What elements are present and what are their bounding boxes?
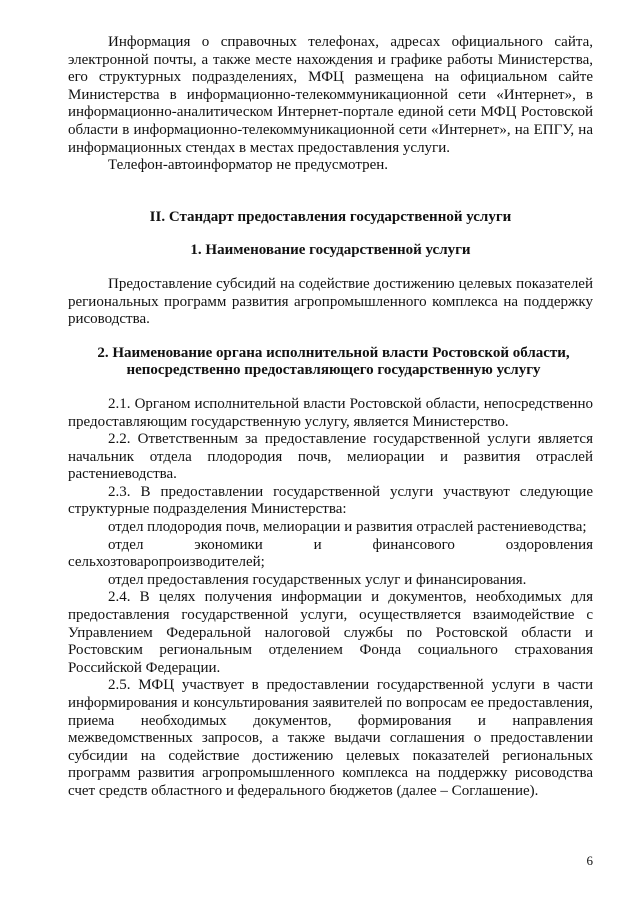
subsection-1-title: 1. Наименование государственной услуги (190, 242, 471, 259)
intro-note: Телефон-автоинформатор не предусмотрен. (108, 157, 389, 174)
list-item-department-1: отдел плодородия почв, мелиорации и развития отраслей растениеводства; (108, 519, 587, 536)
paragraph-2-3: 2.3. В предоставлении государственной услуги участвуют следующие структурные подразделения Министерства: (68, 483, 593, 518)
subsection-2-title: 2. Наименование органа исполнительной власти Ростовской области, непосредственно предоставляющего государственную услугу (97, 344, 570, 379)
page-number: 6 (586, 853, 593, 868)
paragraph-2-1: 2.1. Органом исполнительной власти Ростовской области, непосредственно предоставляющим государственную услугу, является Министерство. (68, 395, 593, 430)
paragraph-2-4: 2.4. В целях получения информации и документов, необходимых для предоставления государственной услуги, осуществляется взаимодействие с Управлением Федеральной налоговой службы по Ростовской области и Ростовским региональным отделением Фонда социального страхования Российской Федерации. (68, 589, 593, 676)
section-title: II. Стандарт предоставления государственной услуги (149, 208, 512, 225)
intro-paragraph: Информация о справочных телефонах, адресах официального сайта, электронной почты, а также месте нахождения и графике работы Министерства, его структурных подразделениях, МФЦ размещена на официальном сайте Министерства в информационно-телекоммуникационной сети «Интернет», в информационно-аналитическом Интернет-портале единой сети МФЦ Ростовской области в информационно-телекоммуникационной сети «Интернет», на ЕПГУ, на информационных стендах в местах предоставления услуги. (68, 34, 593, 156)
list-item-department-2: отдел экономики и финансового оздоровления сельхозтоваропроизводителей; (68, 536, 593, 571)
paragraph-2-2: 2.2. Ответственным за предоставление государственной услуги является начальник отдела плодородия почв, мелиорации и развития отраслей растениеводства. (68, 431, 593, 483)
paragraph-2-5: 2.5. МФЦ участвует в предоставлении государственной услуги в части информирования и консультирования заявителей по вопросам ее предоставления, приема необходимых документов, формирования и направления межведомственных запросов, а также выдачи соглашения о предоставлении субсидии на содействие достижению целевых показателей региональных программ развития агропромышленного комплекса на поддержку рисоводства счет средств областного и федерального бюджетов (далее – Соглашение). (68, 677, 593, 799)
page-content (68, 34, 593, 801)
subsection-1-text: Предоставление субсидий на содействие достижению целевых показателей региональных программ развития агропромышленного комплекса на поддержку рисоводства. (68, 275, 593, 328)
list-item-department-3: отдел предоставления государственных услуг и финансирования. (108, 571, 527, 588)
